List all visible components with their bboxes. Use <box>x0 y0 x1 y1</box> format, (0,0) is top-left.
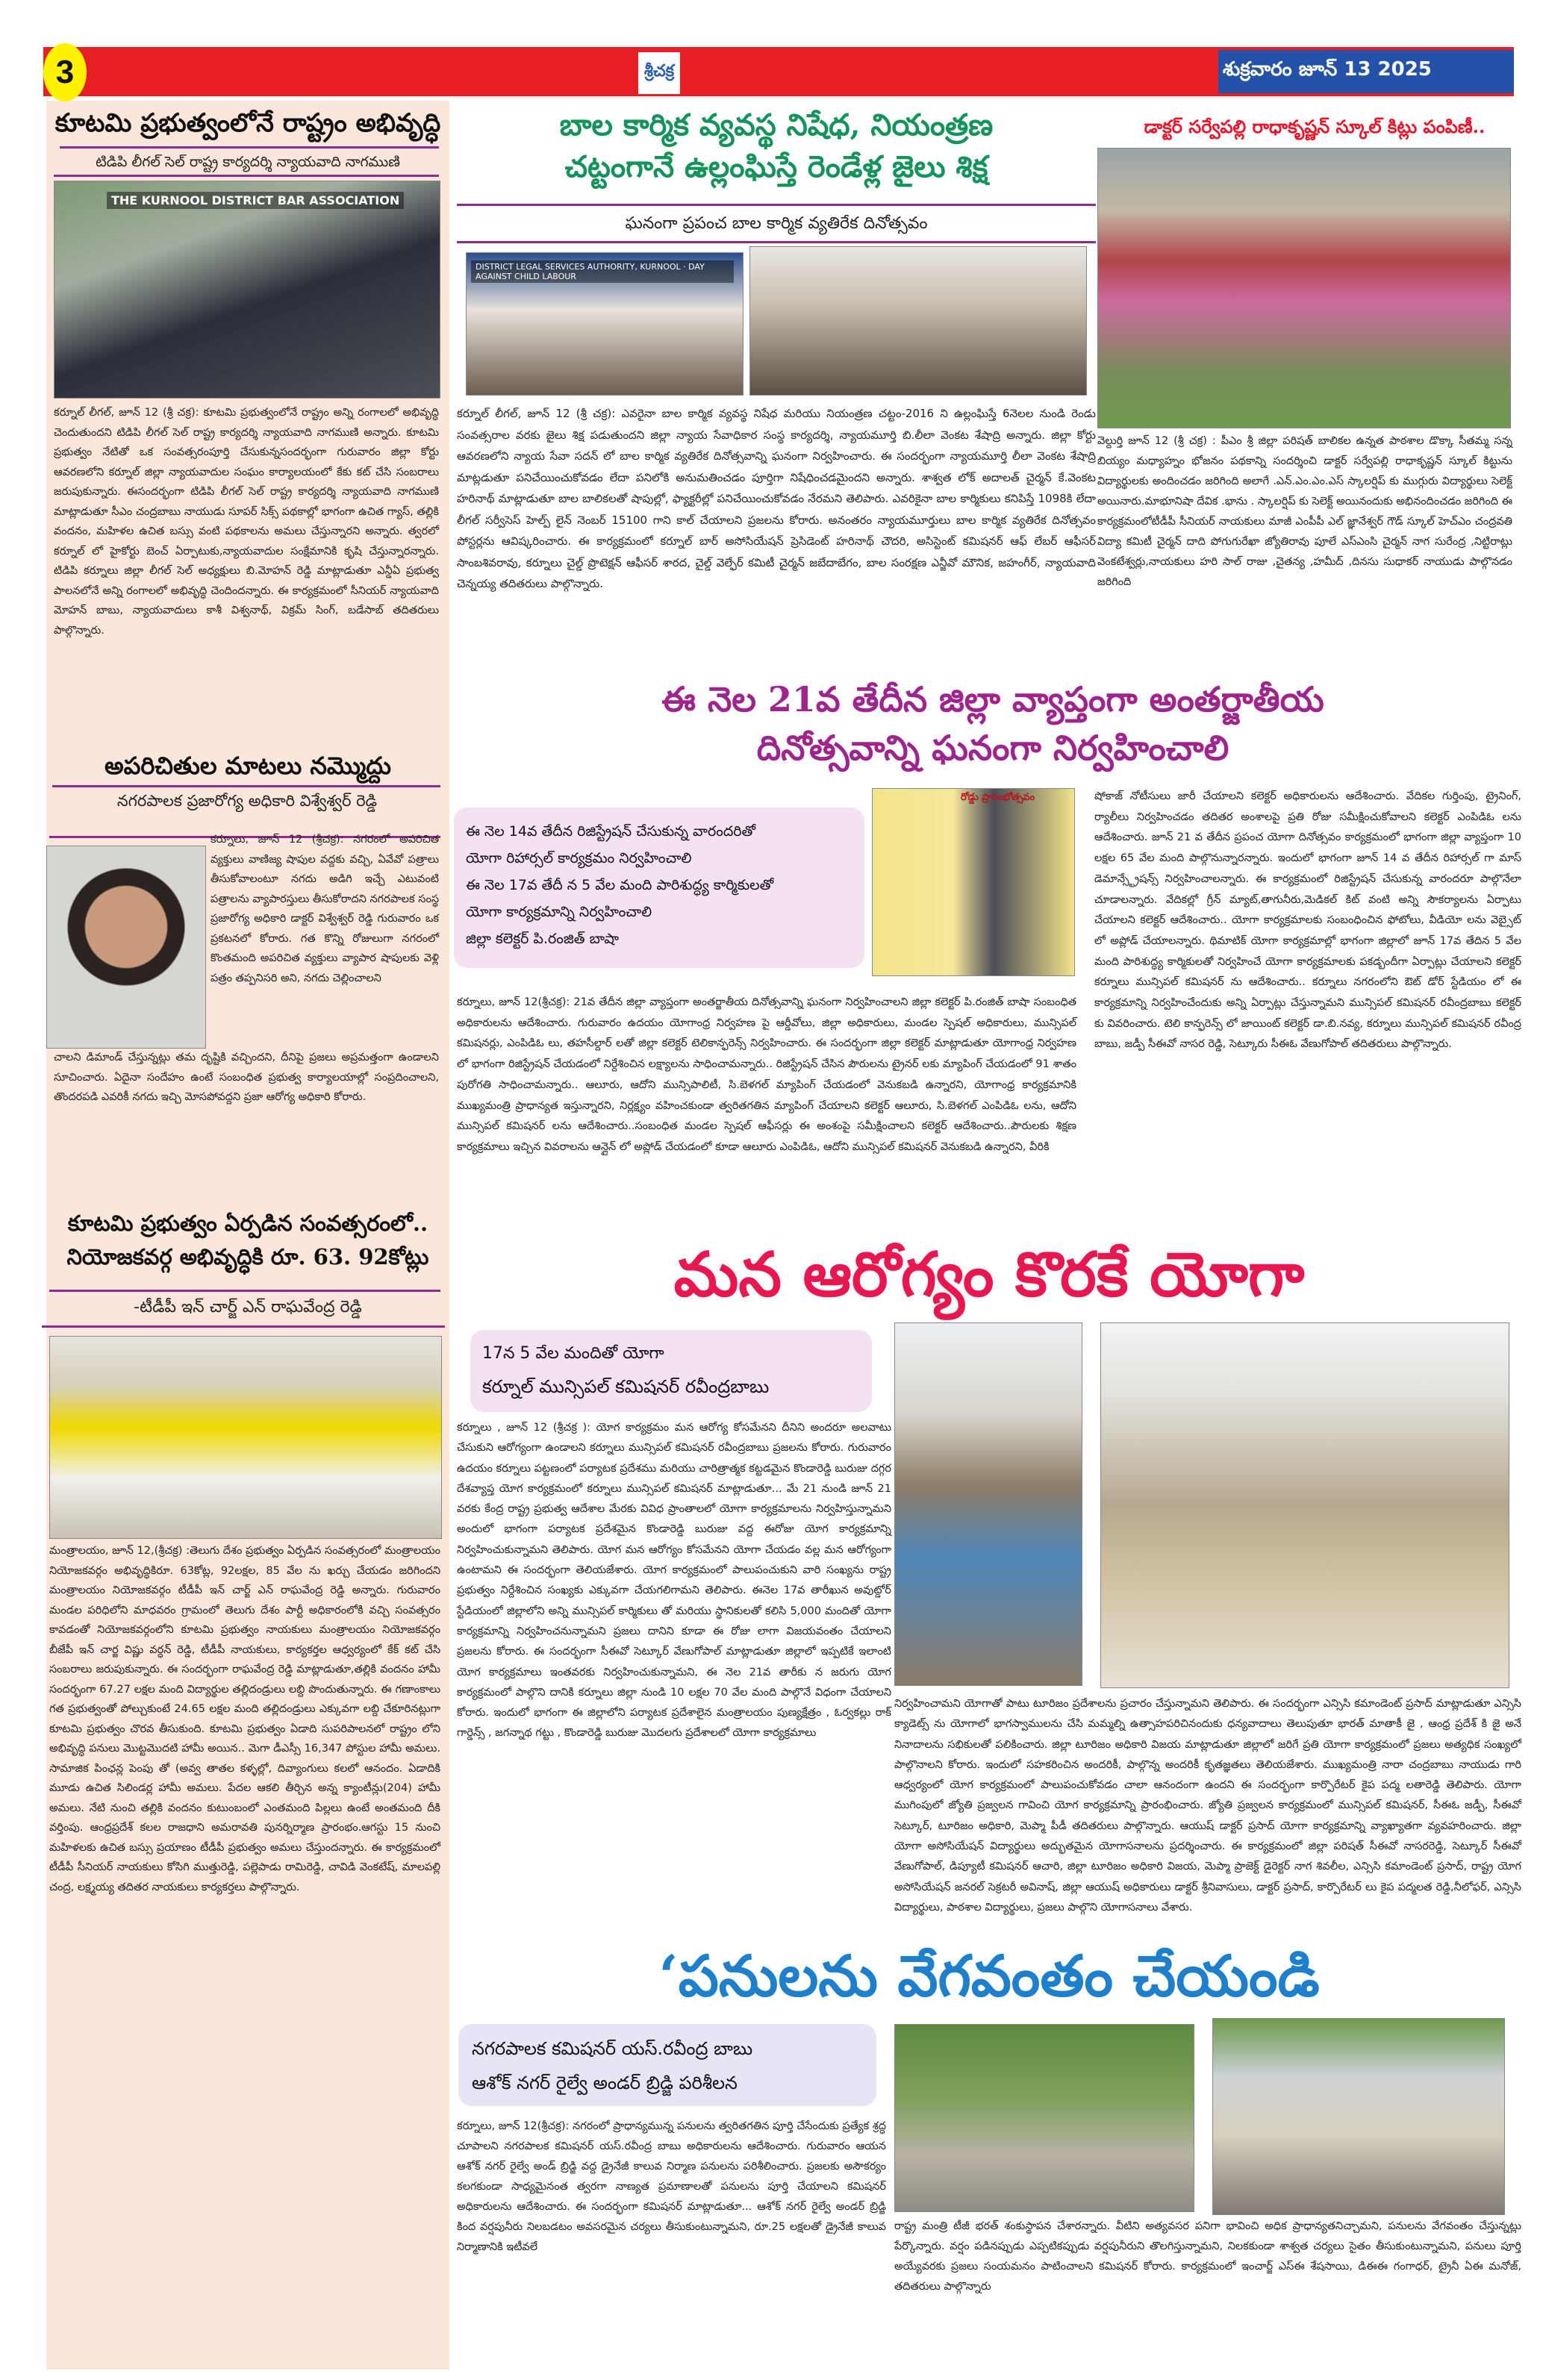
divider <box>49 1290 440 1292</box>
photo-officer-portrait <box>46 846 206 1049</box>
strangers-body: చాలని డిమాండ్ చేస్తున్నట్లు తమ దృష్టికి వచ్చిందని, దీనిపై ప్రజలు అప్రమత్తంగా ఉండాలని సూచించారు. ఏదైనా సందేహం ఉంటే సంబంధిత ప్రభుత్వ కార్యాలయాల్లో సంప్రదించాలని, తొందరపడి ఎవరికీ నగదు ఇచ్చి మోసపోవద్దని ప్రజా ఆరోగ్య అధికారి కోరారు. <box>54 1052 439 1103</box>
tdp-legal-subhead: టిడిపి లీగల్ సెల్ రాష్ట్ర కార్యదర్శి న్యాయవాది నాగముణి <box>96 154 400 170</box>
yoga-day-headline-line1: ఈ నెల 21వ తేదీన జిల్లా వ్యాప్తంగా అంతర్జాతీయ <box>661 679 1324 719</box>
photo-drainage-inspection <box>894 2024 1194 2212</box>
photo-drain-construction <box>1212 2018 1505 2215</box>
works-body-left: కర్నూలు, జూన్ 12(శ్రీచక్ర): నగరంలో ప్రాధాన్యమున్న పనులను త్వరితగతిన పూర్తి చేసేందుకు ప్రత్యేక శ్రద్ధ చూపాలని నగరపాలక కమిషనర్ యస్.రవీంద్ర బాబు అధికారులను ఆదేశించారు. గురువారం ఆయన ఆశోక్ నగర్ రైల్వే అండ్ బ్రిడ్జి వద్ద డ్రైనేజీ కాలువ నిర్మాణ పనులను పరిశీలించారు. ప్రజలకు అసౌకర్యం కలగకుండా సాధ్యమైనంత త్వరగా నాణ్యత ప్రమాణాలతో పనులను పూర్తి చేయాలని కమిషనర్ అధికారులను ఆదేశించారు. ఈ సందర్భంగా కమిషనర్ మాట్లాడుతూ... ఆశోక్ నగర్ రైల్వే అండర్ బ్రిడ్జి కింద వర్షపునీరు నిలబడటం అవసరమైన చర్యలు తీసుకుంటున్నామని, రూ.25 లక్షలతో డ్రైనేజీ కాలువ నిర్మాణానికి ఇటీవలే <box>457 2120 886 2253</box>
strangers-subhead: నగరపాలక ప్రజారోగ్య అధికారి విశ్వేశ్వర్ రెడ్డి <box>116 792 378 810</box>
child-labour-body: కర్నూల్ లీగల్, జూన్ 12 (శ్రీ చక్ర): ఎవరైనా బాల కార్మిక వ్యవస్థ నిషేధ మరియు నియంత్రణ చట్టం-2016 ని ఉల్లంఘిస్తే 6నెలల నుండి రెండు సంవత్సరాల వరకు జైలు శిక్ష పడుతుందని జిల్లా న్యాయ సేవాధికార సంస్థ కార్యదర్శి, న్యాయమూర్తి బి.లీలా వెంకట శేషాద్రి అన్నారు. జిల్లా కోర్టు ఆవరణలోని న్యాయ సేవా సదన్ లో బాల కార్మిక వ్యతిరేక దినోత్సవాన్ని ఘనంగా నిర్వహించారు. ఈ సందర్భంగా న్యాయమూర్తి లీలా వెంకట శేషాద్రి మాట్లడుతూ పనిచేయించుకోవడం లేదా పనిలోకి అనుమతించడం పూర్తిగా నిషేధించడమైందని అన్నారు. శాశ్వత లోక్ అదాలత్ చైర్మన్ కే.వెంకట హరినాథ్ మాట్లాడుతూ బాల బాలికలతో షాపుల్లో, ఫ్యాక్టరీల్లో పనిచేయించుకోవడం నేరమని తెలిపారు. ఎవరికైనా బాల కార్మికులు కనిపిస్తే 1098కి లేదా లీగల్ సర్వీసెస్ హెల్ప్ లైన్ నెంబర్ 15100 గాని కాల్ చేయాలని ప్రజలను కోరారు. అనంతరం న్యాయమూర్తులు బాల కార్మిక వ్యతిరేక దినోత్సవం పోస్టర్లను ఆవిష్కరించారు. ఈ కార్యక్రమంలో కర్నూల్ బార్ అసోసియేషన్ ప్రెసిడెంట్ హరినాథ్ చౌదరి, అసిస్టెంట్ కమిషనర్ ఆఫ్ లేబర్ ఆఫీసర్ సాంబశివరావు, కర్నూలు చైల్డ్ ప్రొటెక్షన్ ఆఫీసర్ శారద, చైల్డ్ వెల్ఫేర్ కమిటీ చైర్మన్ జబేదాబేగం, బాల సంరక్షణ ఎన్జీవో మౌనిక, జహంగీర్, న్యాయవాది చెన్నయ్య తదితరులు పాల్గొన్నారు. <box>457 407 1096 590</box>
highlight-line: యోగా కార్యక్రమాన్ని నిర్వహించాలి <box>466 904 652 920</box>
photo-collector-speaking <box>872 788 1075 976</box>
divider <box>54 175 439 177</box>
works-body-right: రాష్ట్ర మంత్రి టీజీ భరత్ శంకుస్థాపన చేశారన్నారు. వీటిని అత్యవసర పనిగా భావించి అధిక ప్రాధాన్యతనిచ్చామని, పనులను వేగవంతం చేస్తున్నట్లు పేర్కొన్నారు. వర్షం పడినప్పుడు ఎప్పటికప్పుడు వర్షపునీరుని తొలగిస్తున్నామని, నిలకకుండా శాశ్వత చర్యలు సైతం తీసుకుంటున్నామని, పనులు పూర్తి అయ్యేవరకు ప్రజలు సంయమనం పాటించాలని కమిషనర్ కోరారు. కార్యక్రమంలో ఇంచార్జ్ ఎస్ఈ శేషసాయి, డిఈఈ గంగాధర్, ట్రైనీ ఏఈ మనోజ్, తదితరులు పాల్గొన్నారు <box>894 2220 1521 2293</box>
divider <box>60 146 439 149</box>
highlight-line: యోగా రిహార్సల్ కార్యక్రమం నిర్వహించాలి <box>466 850 692 866</box>
photo-banner-text: రోడ్డు ప్రారంభోత్సవం <box>961 792 1035 803</box>
yoga-day-highlight-box <box>454 808 864 968</box>
yoga-day-body-right: షోకాజ్ నోటీసులు జారీ చేయాలని కలెక్టర్ అధికారులను ఆదేశించారు. వేదికల గుర్తింపు, ట్రైనింగ్, ర్యాలీలు నిర్వహించడం తదితర అంశాలపై ప్రతి రోజు సమీక్షించుకోవాలని కలెక్టర్ ఎంపిడిఓ లను ఆదేశించారు. జూన్ 21 వ తేదీన ప్రపంచ యోగా దినోత్సవం కార్యక్రమంలో భాగంగా జిల్లా వ్యాప్తంగా 10 లక్షల 65 వేల మంది పాల్గొనున్నారన్నారు. ఇందులో భాగంగా జూన్ 14 వ తేదీన రిహార్సల్ గా మాస్ డెమాన్స్ట్రేషన్స్ నిర్వహించాలన్నారు. ఈ కార్యక్రమంలో రిజిస్ట్రేషన్ చేసుకున్న వారందరూ పాల్గొనేలా చూడాలన్నారు. వేదికల్లో గ్రీన్ మ్యాట్,తాగునీరు,మెడికల్ కిట్ వంటి అన్ని సౌకర్యాలను ఏర్పాటు చేయాలని కలెక్టర్ ఆదేశించారు.. యోగా కార్యక్రమాలకు సంబంధించిన ఫోటోలు, వీడియో లను వెబ్సైట్ లో అప్లోడ్ చేయాలన్నారు. థిమాటిక్ యోగా కార్యక్రమాల్లో భాగంగా జిల్లాలో జూన్ 17వ తేదిన 5 వేల మంది పారిశుద్ధ్య కార్మికులతో నిర్వహించే యోగా కార్యక్రమాలకు పకడ్బందీగా ఏర్పాట్లు చేయాలని కలెక్టర్ కర్నూలు మున్సిపల్ కమిషనర్ ను ఆదేశించారు.. కర్నూలు నగరంలోని ఔట్ డోర్ స్టేడియం లో ఈ కార్యక్రమాన్ని నిర్వహించేందుకు అన్ని ఏర్పాట్లు చేస్తున్నామని మున్సిపల్ కమిషనర్ రవీంద్రబాబు కలెక్టర్ కు వివరించారు. టెలి కాన్ఫరెన్స్ లో జాయింట్ కలెక్టర్ డా.బి.నవ్య, కర్నూలు మున్సిపల్ కమిషనర్ రవీంద్ర బాబు, జడ్పీ సీఈవో నాసర రెడ్డి, సెట్కూరు సీఈఓ వేణుగోపాల్ తదితరులు పాల్గొన్నారు. <box>1094 790 1521 1051</box>
strangers-body-side: కర్నూలు, జూన్ 12 (శ్రీచక్ర): నగరంలో అపరిచిత వ్యక్తులు వాణిజ్య షాపుల వద్దకు వచ్చి, ఏవేవో పత్రాలు తీసుకోవాలంటూ నగదు అడిగి ఇచ్చే ఎటువంటి పత్రాలను వ్యాపారస్తులు తీసుకోరాదని నగరపాలక సంస్థ ప్రజారోగ్య అధికారి డాక్టర్ విశ్వేశ్వర్ రెడ్డి గురువారం ఒక ప్రకటనలో కోరారు. గత కొన్ని రోజులుగా నగరంలో కొంతమంది అపరిచిత వ్యక్తులు వ్యాపార షాపులకు వెళ్లి పత్రం తప్పనిసరి అని, నగదు చెల్లించాలని <box>211 834 439 984</box>
yoga-day-body-left: కర్నూలు, జూన్ 12(శ్రీచక్ర): 21వ తేదీన జిల్లా వ్యాప్తంగా అంతర్జాతీయ దినోత్సవాన్ని ఘనంగా నిర్వహించాలని జిల్లా కలెక్టర్ పి.రంజిత్ బాషా సంబంధిత అధికారులను ఆదేశించారు. గురువారం ఉదయం యోగాంధ్ర నిర్వహణ పై ఆర్డీవోలు, జిల్లా అధికారులు, మండల స్పెషల్ అధికారులు, మున్సిపల్ కమిషనర్లు, ఎంపిడిఓ లు, తహసీల్దార్ లతో జిల్లా కలెక్టర్ టెలికాన్ఫరెన్స్ నిర్వహించారు. ఈ సందర్భంగా జిల్లా కలెక్టర్ మాట్లాడుతూ యోగాంధ్ర నిర్వహణ లో భాగంగా రిజిస్ట్రేషన్ చేయడంలో నిర్దేశించిన లక్ష్యాలను సాధించామన్నారు.. రిజిస్ట్రేషన్ చేసిన పౌరులను ట్రైనర్ లకు మ్యాపింగ్ చేయడంలో 91 శాతం పురోగతి సాధించామన్నారు.. ఆలూరు, ఆదోని మున్సిపాలిటీ, సి.బెళగల్ మ్యాపింగ్ చేయడంలో వెనుకబడి ఉన్నారని, యోగాంధ్ర కార్యక్రమానికి ముఖ్యమంత్రి ప్రాధాన్యత ఇస్తున్నారని, నిర్లక్ష్యం వహించకుండా త్వరితగతిన మ్యాపింగ్ చేయాలని కలెక్టర్ ఆలూరు, సి.బెళగల్ ఎంపిడిఓ లను, ఆదోని మున్సిపల్ కమిషనర్ లను ఆదేశించారు..సంబంధిత మండల స్పెషల్ ఆఫీసర్లు ఈ అంశంపై సమీక్షించాలని కలెక్టర్ ఆదేశించారు..పౌరులకు శిక్షణ కార్యక్రమాలు ఇచ్చిన వివరాలను ఆన్లైన్ లో అప్లోడ్ చేయడంలో కూడా ఆలూరు ఎంపిడిఓ, ఆదోని మున్సిపల్ కమిషనర్ వెనుకబడి ఉన్నారని, వీరికి <box>457 996 1076 1153</box>
highlight-line: ఈ నెల 14వ తేదీన రిజిస్ట్రేషన్ చేసుకున్న వారందరితో <box>466 823 756 840</box>
constituency-body: మంత్రాలయం, జూన్ 12,(శ్రీచక్ర) :తెలుగు దేశం ప్రభుత్వం ఏర్పడిన సంవత్సరంలో మంత్రాలయం నియోజకవర్గం అభివృద్ధికిరూ. 63కోట్ల, 92లక్షల, 85 వేల ను ఖర్చు చేయడం జరిగిందని మంత్రాలయం నియోజకవర్గం టీడీపీ ఇన్ చార్జ్ ఎన్ రాఘవేంద్ర రెడ్డి అన్నారు. గురువారం మండల పరిధిలోని మాధవరం గ్రామంలో తెలుగు దేశం పార్టీ అధికారంలోకి వచ్చి సంవత్సరం కావడంతో నియోజకవర్గంలోని కూటమి ప్రభుత్వం నాయకులు మంత్రాలయం నియోజకవర్గం బీజేపీ ఇన్ చార్జ విష్ణు వర్ధన్ రెడ్డి, టీడీపీ నాయకులు, కార్యకర్తల ఆధ్వర్యంలో కేక్ కట్ చేసి సంబరాలు జరుపుకున్నారు. ఈ సందర్భంగా రాఘవేంద్ర రెడ్డి మాట్లాడుతూ,తల్లికి వందనం హామీ సందర్భంగా 67.27 లక్షల మంది విద్యార్థుల తల్లిదండ్రులు లబ్ది పొందుతున్నారు. ఈ గణాంకాలు గత ప్రభుత్వంతో పోల్చుకుంటే 24.65 లక్షల మంది తల్లిదండ్రులు ఎక్కువగా లబ్ది చేకూరినట్లుగా కూటమి ప్రభుత్వం చొరవ తీసుకుంది. కూటమి ప్రభుత్వం ఏడాది సుపరిపాలనలో రాష్ట్రం లోని అభివృద్ధి పనులు మొట్టమొదటి హామీ అయిన.. మెగా డీఎస్సీ 16,347 పోస్టుల హామీ అమలు. సామాజిక పింఛన్ల పెంపు తో (అవ్వ తాతల కళ్ళల్లో, దివ్యాంగులు కలలో ఆనందం. ఏడాదికి మూడు ఉచిత సిలిండర్ల హామీ అమలు. పేదల ఆకలి తీర్చిన అన్న క్యాంటీన్లు(204) హామీ అమలు. నేటి నుంచి తల్లికి వందనం కుటుంబంలో ఎంతమంది పిల్లలు ఉంటే అంతమంది దీకి వర్తింపు. ఆంధ్రప్రదేశ్ కలల రాజధాని అమరావతి పునర్నిర్మాణ ప్రారంభం.ఆగస్టు 15 నుంచి మహిళలకు ఉచిత బస్సు ప్రయాణం టీడీపీ ప్రభుత్వం అమలు చేస్తుందన్నారు. ఈ కార్యక్రమంలో టీడీపీ సీనియర్ నాయకులు కోసిగి ముత్తురెడ్డి, పల్లెపాడు రామిరెడ్డి, చావిడి వెంకటేష్, మాలపల్లి చంద్ర, లక్ష్మయ్య తదితర నాయకులు కార్యకర్తలు పాల్గొన్నారు. <box>49 1545 440 1893</box>
divider <box>457 241 1096 243</box>
page-number-badge: 3 <box>43 43 87 101</box>
photo-banner-text: DISTRICT LEGAL SERVICES AUTHORITY, KURNOOL · DAY AGAINST CHILD LABOUR <box>471 260 734 283</box>
child-labour-headline-line2: చట్టంగానే ఉల్లంఘిస్తే రెండేళ్ల జైలు శిక్ష <box>564 149 988 184</box>
newspaper-logo: శ్రీచక్ర <box>638 52 680 94</box>
photo-legal-services-event <box>466 252 744 396</box>
child-labour-headline-line1: బాల కార్మిక వ్యవస్థ నిషేధ, నియంత్రణ <box>559 107 994 143</box>
works-highlight-box <box>458 2024 876 2106</box>
divider <box>457 204 1096 206</box>
photo-cake-cutting-celebration <box>49 1336 442 1539</box>
constituency-headline-line2: నియోజకవర్గ అభివృద్ధికి రూ. 63. 92కోట్లు <box>66 1244 429 1269</box>
photo-yoga-at-fort <box>1100 1322 1509 1688</box>
health-yoga-highlight-box <box>470 1330 872 1412</box>
highlight-line: 17న 5 వేల మందితో యోగా <box>482 1344 664 1363</box>
health-yoga-headline: మన ఆరోగ్యం కొరకే యోగా <box>673 1239 1305 1311</box>
photo-bar-association-celebration <box>54 181 440 399</box>
school-kits-headline: డాక్టర్ సర్వేపల్లి రాధాకృష్ణన్ స్కూల్ కిట్లు పంపిణీ.. <box>1144 116 1486 137</box>
highlight-line: కర్నూల్ మున్సిపల్ కమిషనర్ రవీంద్రబాబు <box>482 1376 770 1397</box>
health-yoga-body-left: కర్నూలు , జూన్ 12 (శ్రీచక్ర ): యోగ కార్యక్రమం మన ఆరోగ్య కోసమేనని దీనిని అందరూ అలవాటు చేసుకుని ఆరోగ్యంగా ఉండాలని కర్నూలు మున్సిపల్ కమిషనర్ రవీంద్రబాబు ప్రజలను కోరారు. గురువారం ఉదయం కర్నూలు పట్టణంలో పర్యాటక ప్రదేశము మరియు చారిత్రాత్మక కట్టడమైన కొండారెడ్డి బురుజు దగ్గర దేశవ్యాప్త యోగ కార్యక్రమంలో కర్నూలు మున్సిపల్ కమిషనర్ మాట్లాడుతూ... మే 21 నుండి జూన్ 21 వరకు కేంద్ర రాష్ట్ర ప్రభుత్వ ఆదేశాల మేరకు వివిధ ప్రాంతాలలో యోగా కార్యక్రమాలను నిర్వహిస్తున్నామని అందులో భాగంగా పర్యాటక ప్రదేశమైన కొండారెడ్డి బురుజు వద్ద ఈరోజు యోగ కార్యక్రమాన్ని నిర్వహించుకున్నామని తెలిపారు. యోగ మన ఆరోగ్యం కోసమేనని యోగా చేయడం వల్ల మన ఆరోగ్యంగా ఉంటామని ఈ సందర్భంగా తెలియజేశారు. యోగ కార్యక్రమంలో పాలుపంచుకుని వారి సంఖ్యను రాష్ట్ర ప్రభుత్వం నిర్దేశించిన సంఖ్యకు ఎక్కువగా చేయగలిగామని తెలిపారు. ఈనెల 17వ తారీఖున అవుట్డోర్ స్టేడియంలో జిల్లాలోని అన్ని మున్సిపల్ కార్మికులు తో మరియు స్థానికులతో కలిసి 5,000 మందితో యోగా కార్యక్రమాన్ని నిర్వహించనున్నామని ప్రజలు దానిని కూడా ఈ రోజు లాగా విజయవంతం చేయాలని ప్రజలను కోరారు. ఈ సందర్భంగా సీఈవో సెట్కూర్ వేణుగోపాల్ మాట్లాడుతూ జిల్లాలో ఇప్పటికే ఇలాంటి యోగ కార్యక్రమాలు ఇంతవరకు నిర్వహించుకున్నామని, ఈ నెల 21వ తారీకు న జరుగు యోగ కార్యక్రమంలో పాల్గొని దానికి కర్నూలు జిల్లా నుండి 10 లక్షల 70 వేల మంది పాల్గొనే విధంగా చేయాలని కోరారు. ఇందులో భాగంగా ఈ జిల్లాలోని పర్యాటక ప్రదేశాలైన మంత్రాలయం పుణ్యక్షేత్రం , ఓర్వకల్లు రాక్ గార్డెన్స్ , జగన్నాథ గట్టు , కొండారెడ్డి బురుజు మొదలగు ప్రదేశాలలో యోగా కార్యక్రమాలు <box>457 1422 891 1740</box>
constituency-headline-line1: కూటమి ప్రభుత్వం ఏర్పడిన సంవత్సరంలో.. <box>67 1211 428 1236</box>
highlight-line: జిల్లా కలెక్టర్ పి.రంజిత్ బాషా <box>466 931 619 947</box>
constituency-subhead: -టీడీపీ ఇన్ చార్జ్ ఎన్ రాఘవేంద్ర రెడ్డి <box>134 1298 362 1317</box>
issue-date: శుక్రవారం జూన్ 13 2025 <box>1218 50 1514 93</box>
highlight-line: ఆశోక్ నగర్ రైల్వే అండర్ బ్రిడ్జి పరిశీలన <box>472 2073 738 2093</box>
divider <box>52 785 440 787</box>
divider <box>42 1325 445 1328</box>
works-headline: ‘పనులను వేగవంతం చేయండి <box>658 1943 1320 2009</box>
child-labour-subhead: ఘనంగా ప్రపంచ బాల కార్మిక వ్యతిరేక దినోత్సవం <box>625 214 928 233</box>
photo-yoga-on-steps <box>894 1322 1082 1686</box>
highlight-line: నగరపాలక కమిషనర్ యస్.రవీంద్ర బాబు <box>472 2038 753 2059</box>
tdp-legal-headline: కూటమి ప్రభుత్వంలోనే రాష్ట్రం అభివృద్ధి <box>54 108 441 138</box>
photo-school-students <box>1097 148 1511 428</box>
tdp-legal-body: కర్నూల్ లీగల్, జూన్ 12 (శ్రీ చక్ర): కూటమి ప్రభుత్వంలోనే రాష్ట్రం అన్ని రంగాలలో అభివృద్ధి చెందుతుందని టిడిపి లీగల్ సెల్ రాష్ట్ర కార్యదర్శి న్యాయవాది నాగముణి అన్నారు. కూటమి ప్రభుత్వం నేటితో ఒక సంవత్సరంపూర్తి చేసుకున్నసందర్భంగా గురువారం జిల్లా కోర్టు ఆవరణలోని కర్నూల్ జిల్లా న్యాయవాదుల సంఘం కార్యాలయంలో కేకు కట్ చేసి సంబరాలు జరుపుకున్నారు. ఈసందర్భంగా టిడిపి లీగల్ సెల్ రాష్ట్ర కార్యదర్శి న్యాయవాది నాగముణి మాట్లాడుతూ సీఎం చంద్రబాబు నాయుడు సూపర్ సిక్స్ పథకాల్లో భాగంగా ఉచిత గ్యాస్, తల్లికి వందనం, మహిళల ఉచిత బస్సు వంటి పథకాలను అమలు చేస్తున్నారని అన్నారు. త్వరలో కర్నూల్ లో హైకోర్టు బెంచ్ ఏర్పాటుకు,న్యాయవాదుల సంక్షేమానికి కృషి చేస్తున్నారన్నారు. టిడిపి కర్నూలు జిల్లా లీగల్ సెల్ అధ్యక్షులు బి.మోహన్ రెడ్డి మాట్లాడుతూ ఎన్డీఏ ప్రభుత్వ పాలనలోనే అన్ని రంగాలలో అభివృద్ధి చెందిందన్నారు. ఈ కార్యక్రమంలో సీనియర్ న్యాయవాది మోహన్ బాబు, న్యాయవాదులు కాశీ విశ్వనాథ్, విక్రమ్ సింగ్, బడేసాబ్ తదితరులు పాల్గొన్నారు. <box>54 407 439 637</box>
photo-audience-hall <box>749 246 1087 396</box>
strangers-headline: అపరిచితుల మాటలు నమ్మొద్దు <box>105 752 391 780</box>
highlight-line: ఈ నెల 17వ తేదీ న 5 వేల మంది పారిశుద్ధ్య కార్మికులతో <box>466 877 774 893</box>
yoga-day-headline-line2: దినోత్సవాన్ని ఘనంగా నిర్వహించాలి <box>756 728 1229 768</box>
photo-sign-text: THE KURNOOL DISTRICT BAR ASSOCIATION <box>107 192 404 209</box>
health-yoga-body-right: నిర్వహించామని యోగాతో పాటు టూరిజం ప్రదేశాలను ప్రచారం చేస్తున్నామని తెలిపారు. ఈ సందర్భంగా ఎన్సిసి కమాండెంట్ ప్రసాద్ మాట్లాడుతూ ఎన్సిసి క్యాడెట్స్ ను యోగాలో భాగస్వాములను చేసి మమ్మల్ని ఉత్సాహపరిచినందుకు ధన్యవాదాలు తెలుపుతూ భారత్ మాతాకీ జై , ఆంధ్ర ప్రదేశ్ కి జై అనే నినాదాలను సభికులతో పలికించారు. జిల్లా టూరిజం అధికారి విజయ మాట్లాడుతూ జిల్లాలో జరిగే ప్రతి యోగా కార్యక్రమంలో ప్రజలు అత్యధిక సంఖ్యలో పాల్గొనాలని కోరారు. ఇందులో సహకరించిన అందరికీ, పాల్గొన్న అందరికీ కృతజ్ఞతలు తెలియజేశారు. ముఖ్యమంత్రి నారా చంద్రబాబు నాయుడు గారి ఆధ్వర్యంలో యోగ కార్యక్రమంలో పాలుపంచుకోవడం చాలా ఆనందంగా ఉందని ఈ సందర్భంగా కార్పొరేటర్ కైప పద్మ లతారెడ్డి తెలిపారు. యోగా ముగింపులో జ్యోతి ప్రజ్వలన గావించి యోగ కార్యక్రమాన్ని ప్రారంభించారు. జ్యోతి ప్రజ్వలన కార్యక్రమంలో మున్సిపల్ కమిషనర్, సీఈఓ జడ్పీ, సీఈవో సెట్కూర్, టూరిజం అధికారి, మెప్మా పీడీ తదితరులు పాల్గొన్నారు. ఆయుష్ డాక్టర్ ప్రసాద్ యోగా కార్యక్రమాన్ని వ్యాఖ్యాతగా వ్యవహరించారు. జిల్లా యోగా అసోసియేషన్ విద్యార్థులు అద్భుతమైన యోగాసనాలను ప్రదర్శించారు. ఈ కార్యక్రమంలో జిల్లా పరిషత్ సీఈవో నాసరరెడ్డి, సెట్కూర్ సీఈవో వేణుగోపాల్, డిప్యూటీ కమిషనర్ ఆచారి, జిల్లా టూరిజం అధికారి విజయ, మెప్మా ప్రాజెక్ట్ డైరెక్టర్ నాగ శివలీల, ఎన్సిసి కమాండెంట్ ప్రసాద్, రాష్ట్ర యోగ అసోసియేషన్ జనరల్ సెక్రటరీ అవినాష్, జిల్లా ఆయుష్ అధికారులు డాక్టర్ శ్రీనివాసులు, డాక్టర్ ప్రసాద్, కార్పొరేటర్ లు కైప పద్మలత రెడ్డి,నీలోఫర్, ఎన్సిసి విద్యార్థులు, పాఠశాల విద్యార్థులు, ప్రజలు పాల్గొని యోగాసనాలు వేశారు. <box>894 1698 1521 1914</box>
school-kits-body: వెల్దుర్తి జూన్ 12 (శ్రీ చక్ర) : పీఎం శ్రీ జిల్లా పరిషత్ బాలికల ఉన్నత పాఠశాల డొక్కా సీతమ్మ సన్న బియ్యం మధ్యాహ్నం భోజనం పథకాన్ని సందర్శించి డాక్టర్ సర్వేపల్లి రాధాకృష్ణన్ స్కూల్ కిట్టును విద్యార్థులకు అందించడం జరిగింది అలాగే .ఎన్.ఎం.ఎం.ఎస్ స్కాలర్షిప్ కు ముగ్గురు విద్యార్థులు సెలెక్ట్ అయినారు.మాభూనిషా దేవిక .భాను . స్కాలర్షిప్ కు సెలెక్ట్ అయినందుకు అభినందించడం జరిగింది ఈ కార్యక్రమంలోటీడీపీ సీనియర్ నాయకులు మాజీ ఎంపీపీ ఎల్ జ్ఞానేశ్వర్ గౌడ్ స్కూల్ హెచ్ఎం చంద్రవతి విద్యా కమిటీ చైర్మన్ దాది పోగుగురేఖా జ్యోతిరావు పూలే ఎస్ఎంసి చైర్మన్ నాగ సురేంద్ర ,నిట్టిరాట్లు వెంకటేశ్వర్లు,నాయకులు హరి సాల్ రాజు ,చైతన్య ,హమీద్ ,దినసు సుధాకర్ నాయుడు పాల్గొనడం జరిగింది <box>1097 435 1512 588</box>
